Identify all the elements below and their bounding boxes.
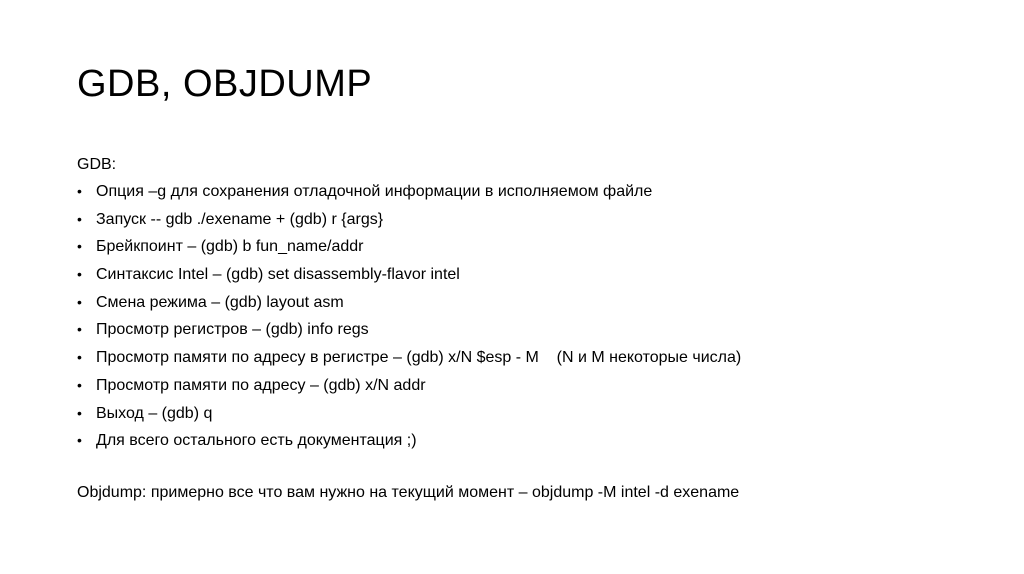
bullet-icon: • [77,238,82,255]
bullet-icon: • [77,183,82,199]
bullet-icon: • [77,376,82,393]
bullet-text: Просмотр памяти по адресу – (gdb) x/N addr [96,376,426,394]
bullet-text: Запуск -- gdb ./exename + (gdb) r {args} [96,210,384,228]
bullet-item-memory-address [77,372,977,400]
gdb-bullet-list [77,178,977,455]
bullet-text: Выход – (gdb) q [96,404,213,422]
slide-body [77,152,977,506]
bullet-text: Смена режима – (gdb) layout asm [96,293,344,311]
bullet-icon: • [77,266,82,283]
bullet-item-layout [77,289,977,317]
bullet-item-documentation [77,427,977,455]
bullet-item-run [77,206,977,234]
bullet-icon: • [77,210,82,227]
bullet-text: Просмотр памяти по адресу в регистре – (gdb) x/N $esp - M (N и M некоторые числа) [96,349,742,367]
bullet-text: Для всего остального есть документация ;) [96,432,417,450]
bullet-item-debug-info [77,178,977,206]
bullet-text: Опция –g для сохранения отладочной информации в исполняемом файле [96,183,653,200]
bullet-item-intel-syntax [77,261,977,289]
objdump-line: Objdump: примерно все что вам нужно на текущий момент – objdump -M intel -d exename [77,483,740,501]
bullet-text: Брейкпоинт – (gdb) b fun_name/addr [96,238,364,256]
bullet-icon: • [77,293,82,310]
bullet-icon: • [77,432,82,449]
bullet-icon: • [77,321,82,338]
bullet-text: Синтаксис Intel – (gdb) set disassembly-flavor intel [96,266,460,284]
slide-title: GDB, OBJDUMP [77,63,373,105]
bullet-icon: • [77,349,82,366]
bullet-item-memory-register [77,344,977,372]
gdb-heading: GDB: [77,156,117,173]
bullet-text: Просмотр регистров – (gdb) info regs [96,321,369,339]
bullet-item-quit [77,400,977,428]
bullet-item-breakpoint [77,233,977,261]
bullet-icon: • [77,404,82,421]
bullet-item-registers [77,316,977,344]
